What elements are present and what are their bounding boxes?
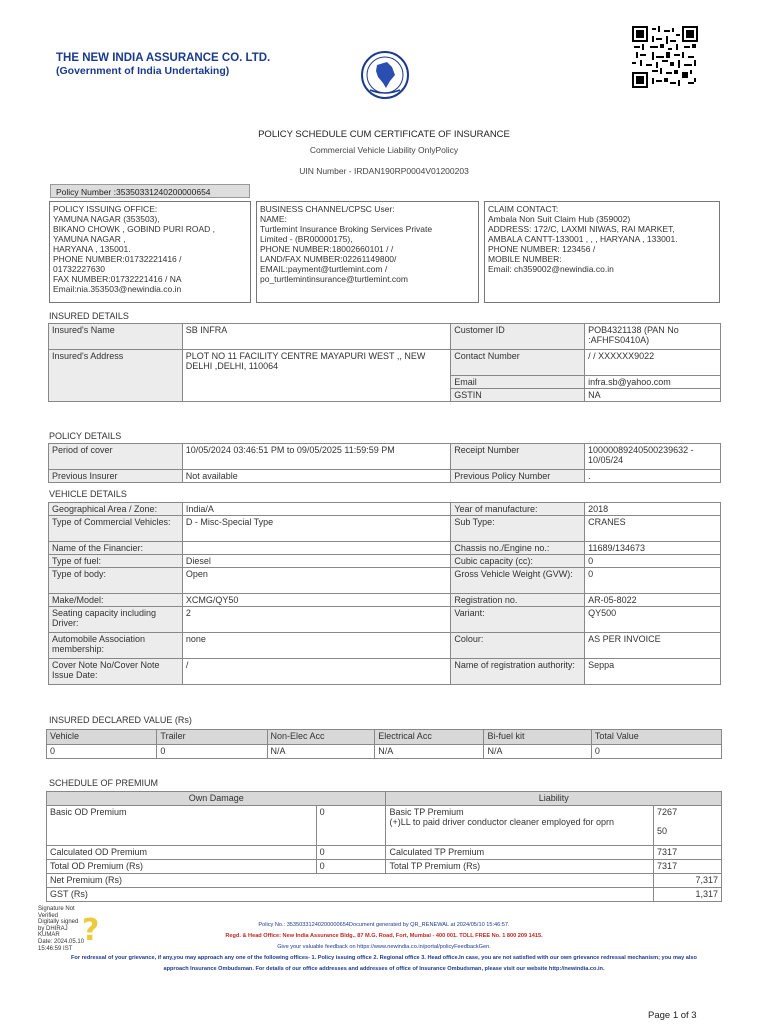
claim-line: CLAIM CONTACT: — [488, 204, 559, 214]
vehicle-field-label: Cubic capacity (cc): — [451, 555, 585, 568]
issuing-line: BIKANO CHOWK , GOBIND PURI ROAD , — [53, 224, 215, 234]
basic-tp-value: 7267 — [657, 807, 678, 817]
insured-name-label: Insured's Name — [49, 324, 183, 350]
vehicle-field-label: Gross Vehicle Weight (GVW): — [451, 568, 585, 594]
vehicle-field-value: Seppa — [585, 659, 721, 685]
vehicle-field-label: Year of manufacture: — [451, 503, 585, 516]
idv-header-cell: Bi-fuel kit — [484, 730, 591, 745]
claim-contact-box — [484, 201, 720, 303]
insured-address-label: Insured's Address — [49, 350, 183, 402]
business-line: Limited - (BR00000175), — [260, 234, 353, 244]
vehicle-field-value: D - Misc-Special Type — [182, 516, 451, 542]
vehicle-field-label: Name of registration authority: — [451, 659, 585, 685]
idv-value-cell: 0 — [157, 745, 267, 759]
vehicle-field-value: / — [182, 659, 451, 685]
period-of-cover-value: 10/05/2024 03:46:51 PM to 09/05/2025 11:59:59 PM — [182, 444, 450, 470]
claim-line: AMBALA CANTT-133001 , , , HARYANA , 133001. — [488, 234, 678, 244]
insured-address-value: PLOT NO 11 FACILITY CENTRE MAYAPURI WEST ,, NEW DELHI ,DELHI, 110064 — [182, 350, 451, 402]
business-line: BUSINESS CHANNEL/CPSC User: — [260, 204, 395, 214]
ll-paid-driver-label: (+)LL to paid driver conductor cleaner employed for oprn — [389, 817, 615, 827]
gst-value: 1,317 — [654, 888, 722, 902]
vehicle-field-value: AS PER INVOICE — [585, 633, 721, 659]
vehicle-field-label: Chassis no./Engine no.: — [451, 542, 585, 555]
vehicle-field-value: 2018 — [585, 503, 721, 516]
vehicle-details-table — [48, 502, 721, 685]
calc-tp-label: Calculated TP Premium — [386, 846, 654, 860]
email-value: infra.sb@yahoo.com — [585, 376, 721, 389]
total-tp-value: 7317 — [654, 860, 722, 874]
vehicle-row — [49, 659, 721, 685]
signature-line: Verified — [38, 912, 59, 919]
business-line: LAND/FAX NUMBER:02261149800/ — [260, 254, 397, 264]
vehicle-field-label: Sub Type: — [451, 516, 585, 542]
issuing-line: 01732227630 — [53, 264, 106, 274]
vehicle-row — [49, 555, 721, 568]
issuing-line: Email:nia.353503@newindia.co.in — [53, 284, 182, 294]
basic-tp-cell — [386, 806, 654, 846]
issuing-line: PHONE NUMBER:01732221416 / — [53, 254, 182, 264]
vehicle-field-value — [182, 542, 451, 555]
signature-line: 15:46:59 IST — [38, 945, 73, 952]
calc-od-value: 0 — [316, 846, 386, 860]
vehicle-field-label: Geographical Area / Zone: — [49, 503, 183, 516]
idv-header-cell: Non-Elec Acc — [267, 730, 375, 745]
gst-label: GST (Rs) — [47, 888, 654, 902]
vehicle-field-value: none — [182, 633, 451, 659]
vehicle-field-value: 0 — [585, 568, 721, 594]
idv-value-cell: N/A — [484, 745, 591, 759]
policy-number: Policy Number :35350331240200000654 — [50, 184, 250, 198]
insured-details-heading: INSURED DETAILS — [49, 311, 129, 321]
total-tp-label: Total TP Premium (Rs) — [386, 860, 654, 874]
idv-value-cell: N/A — [267, 745, 375, 759]
vehicle-row — [49, 607, 721, 633]
previous-policy-number-label: Previous Policy Number — [451, 470, 585, 483]
claim-line: Ambala Non Suit Claim Hub (359002) — [488, 214, 631, 224]
business-line: Turtlemint Insurance Broking Services Private — [260, 224, 433, 234]
insured-details-table — [48, 323, 721, 402]
claim-line: ADDRESS: 172/C, LAXMI NIWAS, RAI MARKET, — [488, 224, 675, 234]
idv-header-cell: Electrical Acc — [375, 730, 484, 745]
vehicle-row — [49, 503, 721, 516]
customer-id-label: Customer ID — [451, 324, 585, 350]
issuing-line: POLICY ISSUING OFFICE: — [53, 204, 158, 214]
liability-header: Liability — [386, 792, 722, 806]
vehicle-field-value: XCMG/QY50 — [182, 594, 451, 607]
basic-od-label: Basic OD Premium — [47, 806, 317, 846]
own-damage-header: Own Damage — [47, 792, 386, 806]
vehicle-field-value: QY500 — [585, 607, 721, 633]
business-line: po_turtlemintinsurance@turtlemint.com — [260, 274, 408, 284]
idv-heading: INSURED DECLARED VALUE (Rs) — [49, 715, 192, 725]
vehicle-field-label: Make/Model: — [49, 594, 183, 607]
business-channel-box — [256, 201, 479, 303]
vehicle-field-value: AR-05-8022 — [585, 594, 721, 607]
vehicle-field-label: Colour: — [451, 633, 585, 659]
claim-line: MOBILE NUMBER: — [488, 254, 562, 264]
footer-feedback-link[interactable]: Give your valuable feedback on https://www.newindia.co.in/portal/policyFeedbackGen. — [277, 944, 491, 950]
page-number: Page 1 of 3 — [648, 1010, 697, 1021]
idv-header-cell: Vehicle — [47, 730, 157, 745]
company-emblem-icon — [360, 50, 410, 100]
calc-od-label: Calculated OD Premium — [47, 846, 317, 860]
insured-name-value: SB INFRA — [182, 324, 451, 350]
idv-value-cell: 0 — [591, 745, 721, 759]
signature-line: Digitally signed — [38, 919, 79, 926]
vehicle-field-value: 0 — [585, 555, 721, 568]
signature-line: Signature Not — [38, 906, 75, 912]
vehicle-field-label: Automobile Association membership: — [49, 633, 183, 659]
claim-line: PHONE NUMBER: 123456 / — [488, 244, 596, 254]
signature-line: Date: 2024.05.10 — [38, 938, 85, 945]
customer-id-value: POB4321138 (PAN No :AFHFS0410A) — [585, 324, 721, 350]
net-premium-value: 7,317 — [654, 874, 722, 888]
qr-code-icon — [632, 26, 698, 88]
vehicle-field-label: Registration no. — [451, 594, 585, 607]
vehicle-field-label: Type of fuel: — [49, 555, 183, 568]
net-premium-label: Net Premium (Rs) — [47, 874, 654, 888]
vehicle-field-value: Open — [182, 568, 451, 594]
gstin-value: NA — [585, 389, 721, 402]
footer-grievance-line: For redressal of your grievance, if any,you may approach any one of the following offices- 1. Policy issuing office 2. Regional office 3. Head office.In case, you are not satisfied with our own grievance redressal mechanism; you may also — [71, 955, 697, 961]
policy-details-table — [48, 443, 721, 483]
receipt-number-value: 10000089240500239632 - 10/05/24 — [585, 444, 721, 470]
contact-number-label: Contact Number — [451, 350, 585, 376]
vehicle-field-value: 11689/134673 — [585, 542, 721, 555]
vehicle-row — [49, 633, 721, 659]
company-subtitle: (Government of India Undertaking) — [56, 65, 230, 77]
business-line: PHONE NUMBER:18002660101 / / — [260, 244, 394, 254]
document-title: POLICY SCHEDULE CUM CERTIFICATE OF INSURANCE — [258, 129, 510, 140]
signature-line: by DHIRAJ — [38, 925, 68, 932]
issuing-line: YAMUNA NAGAR , — [53, 234, 126, 244]
issuing-line: YAMUNA NAGAR (353503), — [53, 214, 160, 224]
vehicle-field-label: Seating capacity including Driver: — [49, 607, 183, 633]
total-od-value: 0 — [316, 860, 386, 874]
idv-table — [46, 729, 722, 759]
issuing-line: HARYANA , 135001. — [53, 244, 131, 254]
document-subtitle: Commercial Vehicle Liability OnlyPolicy — [309, 145, 459, 155]
previous-insurer-value: Not available — [182, 470, 450, 483]
policy-details-heading: POLICY DETAILS — [49, 431, 122, 441]
previous-policy-number-value: . — [585, 470, 721, 483]
footer-policy-line: Policy No.: 35350331240200000654Document generated by QR_RENEWAL at 2024/05/10 15:46:57. — [258, 922, 510, 928]
business-line: EMAIL:payment@turtlemint.com / — [260, 264, 388, 274]
vehicle-field-value: 2 — [182, 607, 451, 633]
total-od-label: Total OD Premium (Rs) — [47, 860, 317, 874]
premium-heading: SCHEDULE OF PREMIUM — [49, 778, 159, 788]
vehicle-field-label: Name of the Financier: — [49, 542, 183, 555]
period-of-cover-label: Period of cover — [49, 444, 183, 470]
vehicle-field-value: Diesel — [182, 555, 451, 568]
contact-number-value: / / XXXXXX9022 — [585, 350, 721, 376]
company-name: THE NEW INDIA ASSURANCE CO. LTD. — [56, 52, 271, 64]
vehicle-field-label: Cover Note No/Cover Note Issue Date: — [49, 659, 183, 685]
vehicle-field-label: Variant: — [451, 607, 585, 633]
basic-tp-label: Basic TP Premium — [389, 807, 464, 817]
gstin-label: GSTIN — [451, 389, 585, 402]
vehicle-details-heading: VEHICLE DETAILS — [49, 489, 127, 499]
email-label: Email — [451, 376, 585, 389]
vehicle-field-value: India/A — [182, 503, 451, 516]
vehicle-row — [49, 542, 721, 555]
uin-number: UIN Number - IRDAN190RP0004V01200203 — [299, 166, 469, 176]
receipt-number-label: Receipt Number — [451, 444, 585, 470]
vehicle-field-value: CRANES — [585, 516, 721, 542]
idv-value-cell: 0 — [47, 745, 157, 759]
vehicle-field-label: Type of body: — [49, 568, 183, 594]
vehicle-field-label: Type of Commercial Vehicles: — [49, 516, 183, 542]
company-name-block — [56, 52, 270, 78]
vehicle-row — [49, 568, 721, 594]
signature-line: KUMAR — [38, 932, 60, 939]
policy-issuing-office-box — [49, 201, 251, 303]
vehicle-row — [49, 594, 721, 607]
business-line: NAME: — [260, 214, 287, 224]
premium-table — [46, 791, 722, 902]
calc-tp-value: 7317 — [654, 846, 722, 860]
previous-insurer-label: Previous Insurer — [49, 470, 183, 483]
footer-ombudsman-line: approach Insurance Ombudsman. For details of our office addresses and addresses of office of Insurance Ombudsman, please visit our website http://newindia.co.in. — [163, 966, 605, 972]
idv-value-cell: N/A — [375, 745, 484, 759]
svg-text:?: ? — [82, 914, 100, 944]
basic-od-value: 0 — [316, 806, 386, 846]
vehicle-row — [49, 516, 721, 542]
idv-header-cell: Total Value — [591, 730, 721, 745]
idv-header-cell: Trailer — [157, 730, 267, 745]
issuing-line: FAX NUMBER:01732221416 / NA — [53, 274, 182, 284]
footer-office-line: Regd. & Head Office: New India Assurance Bldg., 87 M.G. Road, Fort, Mumbai - 400 001. TOLL FREE No. 1 800 209 1415. — [225, 933, 543, 939]
basic-tp-values — [654, 806, 722, 846]
claim-line: Email: ch359002@newindia.co.in — [488, 264, 614, 274]
ll-paid-driver-value: 50 — [657, 826, 668, 836]
